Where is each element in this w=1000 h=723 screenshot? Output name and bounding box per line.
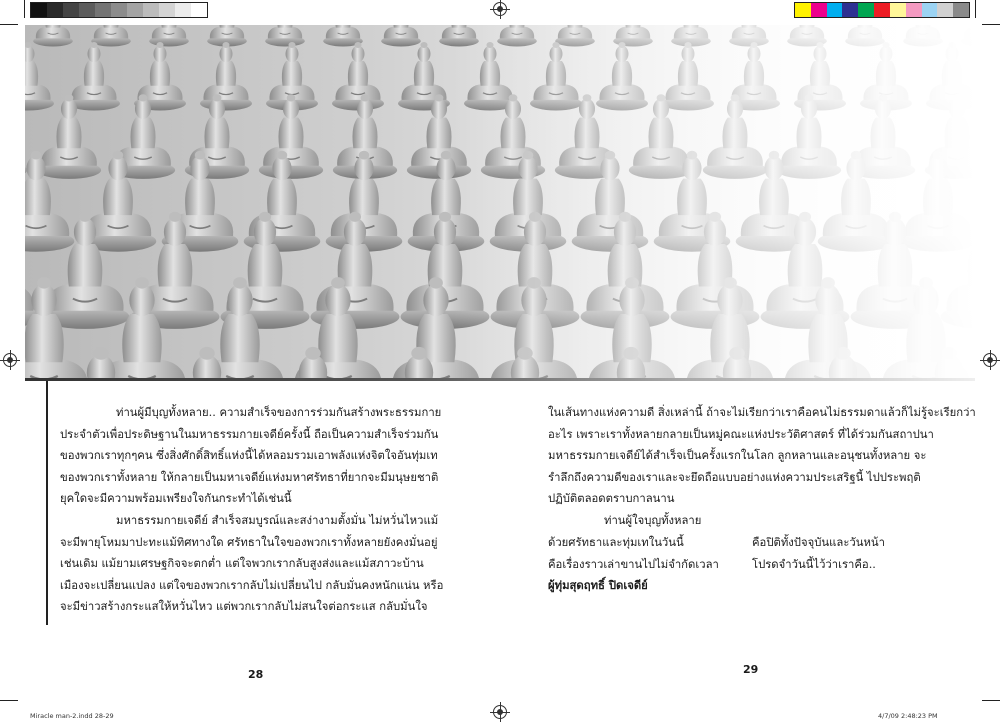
color-swatch: [159, 3, 175, 17]
registration-mark-right: [983, 353, 997, 367]
verse-right-column: [752, 532, 952, 575]
trim-mark: [982, 24, 1000, 25]
registration-mark-left: [3, 353, 17, 367]
color-swatch: [111, 3, 127, 17]
color-swatch: [127, 3, 143, 17]
text-line: ประจำตัวเพื่อประดิษฐานในมหาธรรมกายเจดีย์ครั้งนี้ ถือเป็นความสำเร็จร่วมกัน: [60, 427, 439, 441]
signature: [548, 575, 848, 597]
text-line: จะมีข่าวสร้างกระแสให้หวั่นไหว แต่พวกเรากลับไม่สนใจต่อกระแส กลับมั่นใจ: [60, 600, 428, 614]
color-swatch: [795, 3, 811, 17]
color-swatch: [890, 3, 906, 17]
left-margin-rule: [46, 381, 48, 625]
color-swatch: [811, 3, 827, 17]
text-line: เมืองจะเปลี่ยนแปลง แต่ใจของพวกเรากลับไม่เปลี่ยนไป กลับมั่นคงหนักแน่น หรือ: [60, 578, 444, 592]
cmyk-color-bar: [794, 2, 970, 18]
verse-line: ด้วยศรัทธาและทุ่มเทในวันนี้: [548, 536, 684, 549]
registration-mark-bottom: [493, 705, 507, 719]
left-page-paragraph-2: [60, 510, 460, 618]
right-page-paragraph-1: [548, 402, 976, 510]
trim-mark: [982, 700, 1000, 701]
text-line: ในเส้นทางแห่งความดี สิ่งเหล่านี้ ถ้าจะไม่เรียกว่าเราคือคนไม่ธรรมดาแล้วก็ไม่รู้จะเรียกว่า: [548, 406, 976, 419]
text-line: เช่นเดิม แม้ยามเศรษฐกิจจะตกต่ำ แต่ใจพวกเรากลับสูงส่งและแม้สภาวะบ้าน: [60, 557, 424, 571]
text-line: ท่านผู้มีบุญทั้งหลาย.. ความสำเร็จของการร่วมกันสร้างพระธรรมกาย: [116, 406, 442, 419]
registration-mark-top: [493, 2, 507, 16]
trim-mark: [0, 700, 18, 701]
text-line: ของพวกเราทุกๆคน ซึ่งสิ่งศักดิ์สิทธิ์แห่งนี้ได้หลอมรวมเอาพลังแห่งจิตใจอันทุ่มเท: [60, 449, 438, 463]
verse-left-column: [548, 532, 748, 575]
color-swatch: [874, 3, 890, 17]
file-slug: Miracle man-2.indd 28-29: [30, 712, 114, 720]
text-line: มหาธรรมกายเจดีย์ สำเร็จสมบูรณ์และสง่างามตั้งมั่น ไม่หวั่นไหวแม้: [116, 514, 439, 527]
color-swatch: [937, 3, 953, 17]
trim-mark: [975, 0, 976, 18]
page-number-left: 28: [248, 668, 264, 681]
closing-greeting: [548, 510, 944, 532]
color-swatch: [858, 3, 874, 17]
color-swatch: [143, 3, 159, 17]
date-slug: 4/7/09 2:48:23 PM: [878, 712, 938, 720]
color-swatch: [95, 3, 111, 17]
grayscale-color-bar: [30, 2, 208, 18]
text-line: ปฏิบัติตลอดตราบกาลนาน: [548, 492, 675, 506]
closing-greeting-text: ท่านผู้ใจบุญทั้งหลาย: [604, 514, 702, 527]
verse-line: คือปิติทั้งปัจจุบันและวันหน้า: [752, 536, 885, 549]
verse-line: คือเรื่องราวเล่าขานไปไม่จำกัดเวลา: [548, 557, 719, 571]
color-swatch: [175, 3, 191, 17]
color-swatch: [827, 3, 843, 17]
color-swatch: [47, 3, 63, 17]
text-line: อะไร เพราะเราทั้งหลายกลายเป็นหมู่คณะแห่งประวัติศาสตร์ ที่ได้ร่วมกันสถาปนา: [548, 427, 934, 441]
left-page-paragraph-1: [60, 402, 460, 510]
photo-bottom-rule: [25, 378, 975, 381]
buddha-statues-photo: [25, 25, 975, 378]
color-swatch: [79, 3, 95, 17]
verse-line: โปรดจำวันนี้ไว้ว่าเราคือ..: [752, 557, 876, 571]
page-number-right: 29: [743, 663, 759, 676]
color-swatch: [906, 3, 922, 17]
color-swatch: [191, 3, 207, 17]
color-swatch: [63, 3, 79, 17]
trim-mark: [0, 24, 18, 25]
text-line: มหาธรรมกายเจดีย์ได้สำเร็จเป็นครั้งแรกในโลก ลูกหลานและอนุชนทั้งหลาย จะ: [548, 449, 927, 463]
text-line: รำลึกถึงความดีของเราและจะยึดถือแบบอย่างแห่งความประเสริฐนี้ ไปประพฤติ: [548, 470, 921, 484]
color-swatch: [922, 3, 938, 17]
text-line: ยุคใดจะมีความพร้อมเพรียงใจกันกระทำได้เช่นนี้: [60, 492, 292, 506]
text-line: จะมีพายุโหมมาปะทะแม้ทิศทางใด ศรัทธาในใจของพวกเราทั้งหลายยังคงมั่นอยู่: [60, 535, 438, 549]
signature-text: ผู้ทุ่มสุดฤทธิ์ ปิดเจดีย์: [548, 578, 648, 592]
color-swatch: [842, 3, 858, 17]
trim-mark: [24, 0, 25, 18]
color-swatch: [31, 3, 47, 17]
text-line: ของพวกเราทั้งหลาย ให้กลายเป็นมหาเจดีย์แห่งมหาศรัทธาที่ยากจะมีมนุษยชาติ: [60, 470, 439, 484]
color-swatch: [953, 3, 969, 17]
